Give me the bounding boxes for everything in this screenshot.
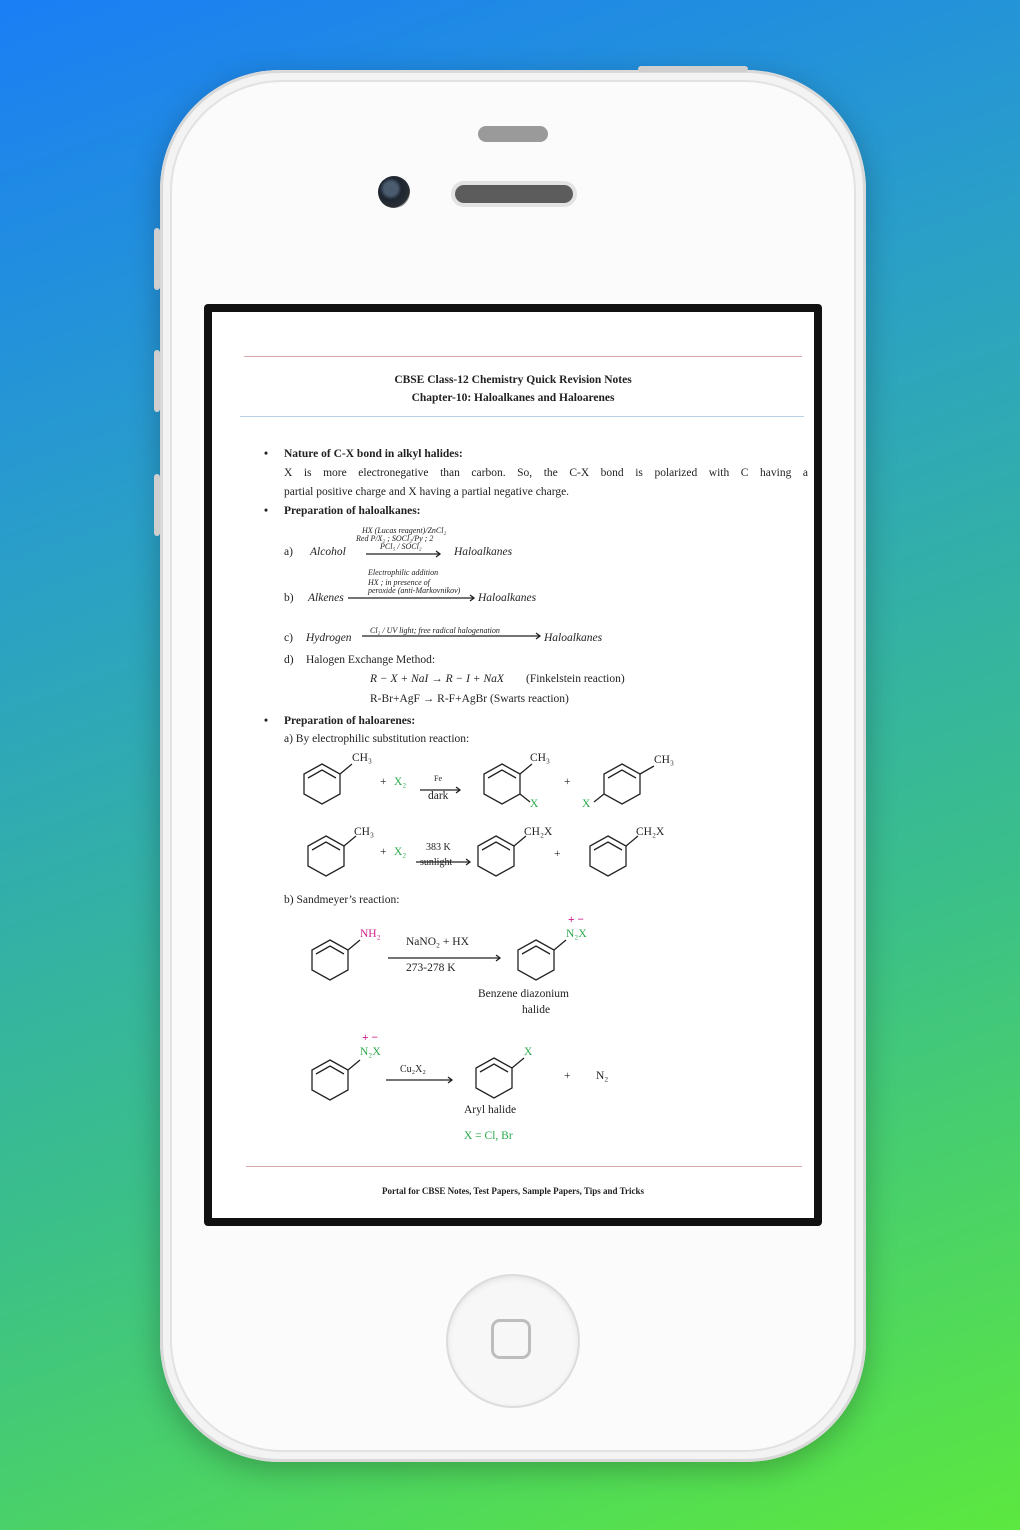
nature-text-2: partial positive charge and X having a partial negative charge. [284,486,570,498]
r1-cond-bottom: dark [428,790,449,802]
footer-text: Portal for CBSE Notes, Test Papers, Sample Papers, Tips and Tricks [382,1186,644,1196]
s2-plus: + [564,1070,571,1082]
volume-up-button[interactable] [154,350,160,412]
bond-n2x [554,940,566,950]
prep-a-label: a) [284,546,293,558]
bond-x [512,1058,524,1068]
s2-name: Aryl halide [464,1104,517,1116]
r2-x2: X₂ [394,846,407,858]
prep-d-eq-1-note: (Finkelstein reaction) [526,673,625,685]
r1-p1-x: X [530,798,539,810]
bond-ch3 [640,766,654,774]
r1-p1-ch3: CH₃ [530,752,550,764]
benzene-double-bond [312,842,340,850]
s1-cond-bottom: 273-278 K [406,962,456,974]
header-chapter: Chapter-10: Haloalkanes and Haloarenes [411,392,615,404]
prep-are-heading: Preparation of haloarenes: [284,715,416,727]
prep-b-cond-3: peroxide (anti-Markovnikov) [368,586,461,595]
benzene-double-bond [608,770,636,778]
home-button[interactable] [448,1276,578,1406]
s2-cond: Cu₂X₂ [400,1064,426,1075]
prep-a-cond-3: PCl₅ / SOCl₂ [380,542,422,551]
proximity-sensor [478,126,548,142]
prep-alk-heading: Preparation of haloalkanes: [284,505,421,517]
prep-d-eq-1: R − X + NaI → R − I + NaX [370,673,504,685]
prep-c-label: c) [284,632,293,644]
prep-b-label: b) [284,592,294,604]
power-button[interactable] [638,66,748,72]
r1-ch3: CH₃ [352,752,372,764]
prep-a-cond-2: Red P/X₂ ; SOCl₂/Py ; 2 [356,534,434,543]
s1-prod: N₂X [566,928,587,940]
bullet-prep-alk: • [264,505,269,517]
benzene-double-bond [594,842,622,850]
front-camera-icon [378,176,410,208]
benzene-double-bond [488,770,516,778]
bond-x [520,794,530,802]
prep-b-cond-1: Electrophilic addition [368,568,439,577]
reaction-diagrams [212,312,814,1218]
benzene-double-bond [316,1066,344,1074]
benzene-double-bond [522,946,550,954]
prep-are-a: a) By electrophilic substitution reaction: [284,733,470,745]
s2-reac: N₂X [360,1046,381,1058]
prep-a-product: Haloalkanes [454,546,513,558]
prep-b-product: Haloalkanes [478,592,537,604]
s1-nh2: NH₂ [360,928,381,940]
mute-switch[interactable] [154,228,160,290]
bond-x [594,794,604,802]
benzene-double-bond [316,946,344,954]
prep-b-reactant: Alkenes [308,592,344,604]
r1-plus: + [380,776,387,788]
r1-p2-x: X [582,798,591,810]
prep-c-reactant: Hydrogen [306,632,352,644]
earpiece-speaker [455,185,573,203]
phone-screen [204,304,822,1226]
prep-b-cond-2: HX ; in presence of [368,578,430,587]
benzene-double-bond [480,1064,508,1072]
home-square-icon [491,1319,531,1359]
s1-cond-top: NaNO₂ + HX [406,936,469,948]
header-title: CBSE Class-12 Chemistry Quick Revision Notes [394,374,632,386]
bond-n2x [348,1060,360,1070]
s1-name-1: Benzene diazonium [478,988,570,1000]
s2-charges: + − [362,1032,378,1044]
bullet-nature: • [264,448,269,460]
bullet-prep-are: • [264,715,269,727]
prep-c-cond: Cl₂ / UV light; free radical halogenation [370,626,500,635]
volume-down-button[interactable] [154,474,160,536]
prep-d-text: Halogen Exchange Method: [306,654,436,666]
r2-plus-2: + [554,848,561,860]
r2-ch3: CH₃ [354,826,374,838]
r1-x2: X₂ [394,776,407,788]
benzene-double-bond [482,842,510,850]
r2-plus: + [380,846,387,858]
prep-c-product: Haloalkanes [544,632,603,644]
s2-note: X = Cl, Br [464,1130,513,1142]
s2-prod-x: X [524,1046,533,1058]
nature-text-1: X is more electronegative than carbon. So, the C-X bond is polarized with C having a [284,467,808,479]
prep-d-eq-2: R-Br+AgF → R-F+AgBr (Swarts reaction) [370,693,569,705]
r1-plus-2: + [564,776,571,788]
bond-ch3 [520,764,532,774]
prep-a-reactant: Alcohol [310,546,346,558]
prep-a-cond-1: HX (Lucas reagent)/ZnCl₂ [362,526,447,535]
s1-charges: + − [568,914,584,926]
r2-cond-bottom: sunlight [420,857,453,868]
r1-p2-ch3: CH₃ [654,754,674,766]
r1-cond-top: Fe [434,774,442,783]
r2-cond-top: 383 K [426,842,451,853]
footer-rule [246,1166,802,1167]
bond-ch3 [340,764,352,774]
prep-are-b: b) Sandmeyer’s reaction: [284,894,400,906]
benzene-double-bond [308,770,336,778]
r2-p2: CH₂X [636,826,665,838]
prep-d-label: d) [284,654,294,666]
r2-p1: CH₂X [524,826,553,838]
nature-heading: Nature of C-X bond in alkyl halides: [284,448,463,460]
phone-frame [160,70,866,1462]
s1-name-2: halide [522,1004,551,1016]
bond-nh2 [348,940,360,950]
s2-n2: N₂ [596,1070,609,1082]
notes-page[interactable] [212,312,814,1218]
